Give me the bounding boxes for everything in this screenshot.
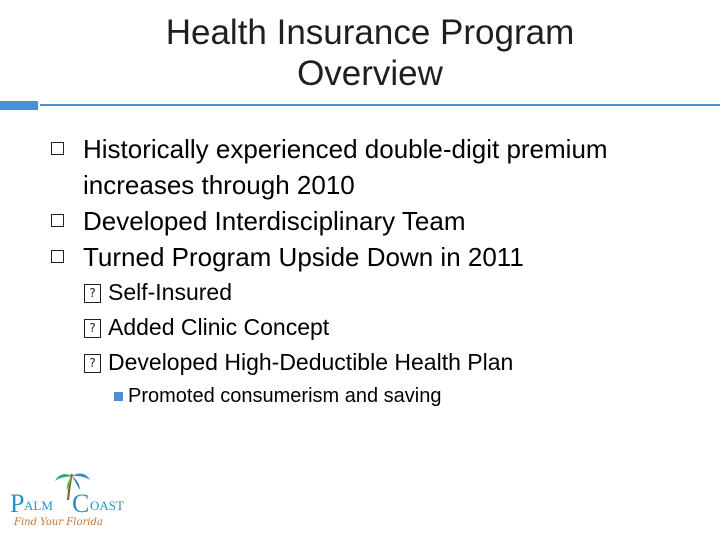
sub-bullet-text: Self-Insured <box>108 279 233 305</box>
missing-glyph-bullet-icon: ? <box>84 354 101 373</box>
logo-tagline: Find Your Florida <box>14 517 103 528</box>
hollow-square-bullet-icon <box>51 214 64 227</box>
slide-title <box>60 12 680 94</box>
logo-wordmark-right: OAST <box>90 498 124 513</box>
hollow-square-bullet-icon <box>51 142 64 155</box>
bullet-list <box>50 131 710 410</box>
logo-letter-c: C <box>72 489 90 518</box>
bullet-text: Turned Program Upside Down in 2011 <box>83 242 524 272</box>
title-divider-line <box>40 104 720 106</box>
missing-glyph-bullet-icon: ? <box>84 284 101 303</box>
bullet-text: Developed Interdisciplinary Team <box>83 206 466 236</box>
missing-glyph-bullet-icon: ? <box>84 319 101 338</box>
filled-square-bullet-icon <box>114 392 123 401</box>
palm-coast-logo <box>8 470 134 530</box>
sub-bullet-item <box>0 310 710 345</box>
bullet-item <box>50 203 710 239</box>
sub-sub-bullet-item <box>0 382 710 410</box>
bullet-item <box>50 239 710 275</box>
bullet-item <box>50 131 710 203</box>
title-line-1: Health Insurance Program <box>165 13 575 52</box>
logo-letter-p: P <box>10 489 25 518</box>
title-line-2: Overview <box>297 54 443 93</box>
logo-wordmark-left: ALM <box>24 498 53 513</box>
sub-bullet-text: Developed High-Deductible Health Plan <box>108 349 514 375</box>
sub-bullet-item <box>0 275 710 310</box>
title-accent-block <box>0 101 38 110</box>
sub-bullet-item <box>0 345 710 380</box>
sub-bullet-text: Added Clinic Concept <box>108 314 330 340</box>
sub-sub-bullet-text: Promoted consumerism and saving <box>128 385 442 407</box>
hollow-square-bullet-icon <box>51 250 64 263</box>
bullet-text: Historically experienced double-digit premium increases through 2010 <box>83 134 608 200</box>
